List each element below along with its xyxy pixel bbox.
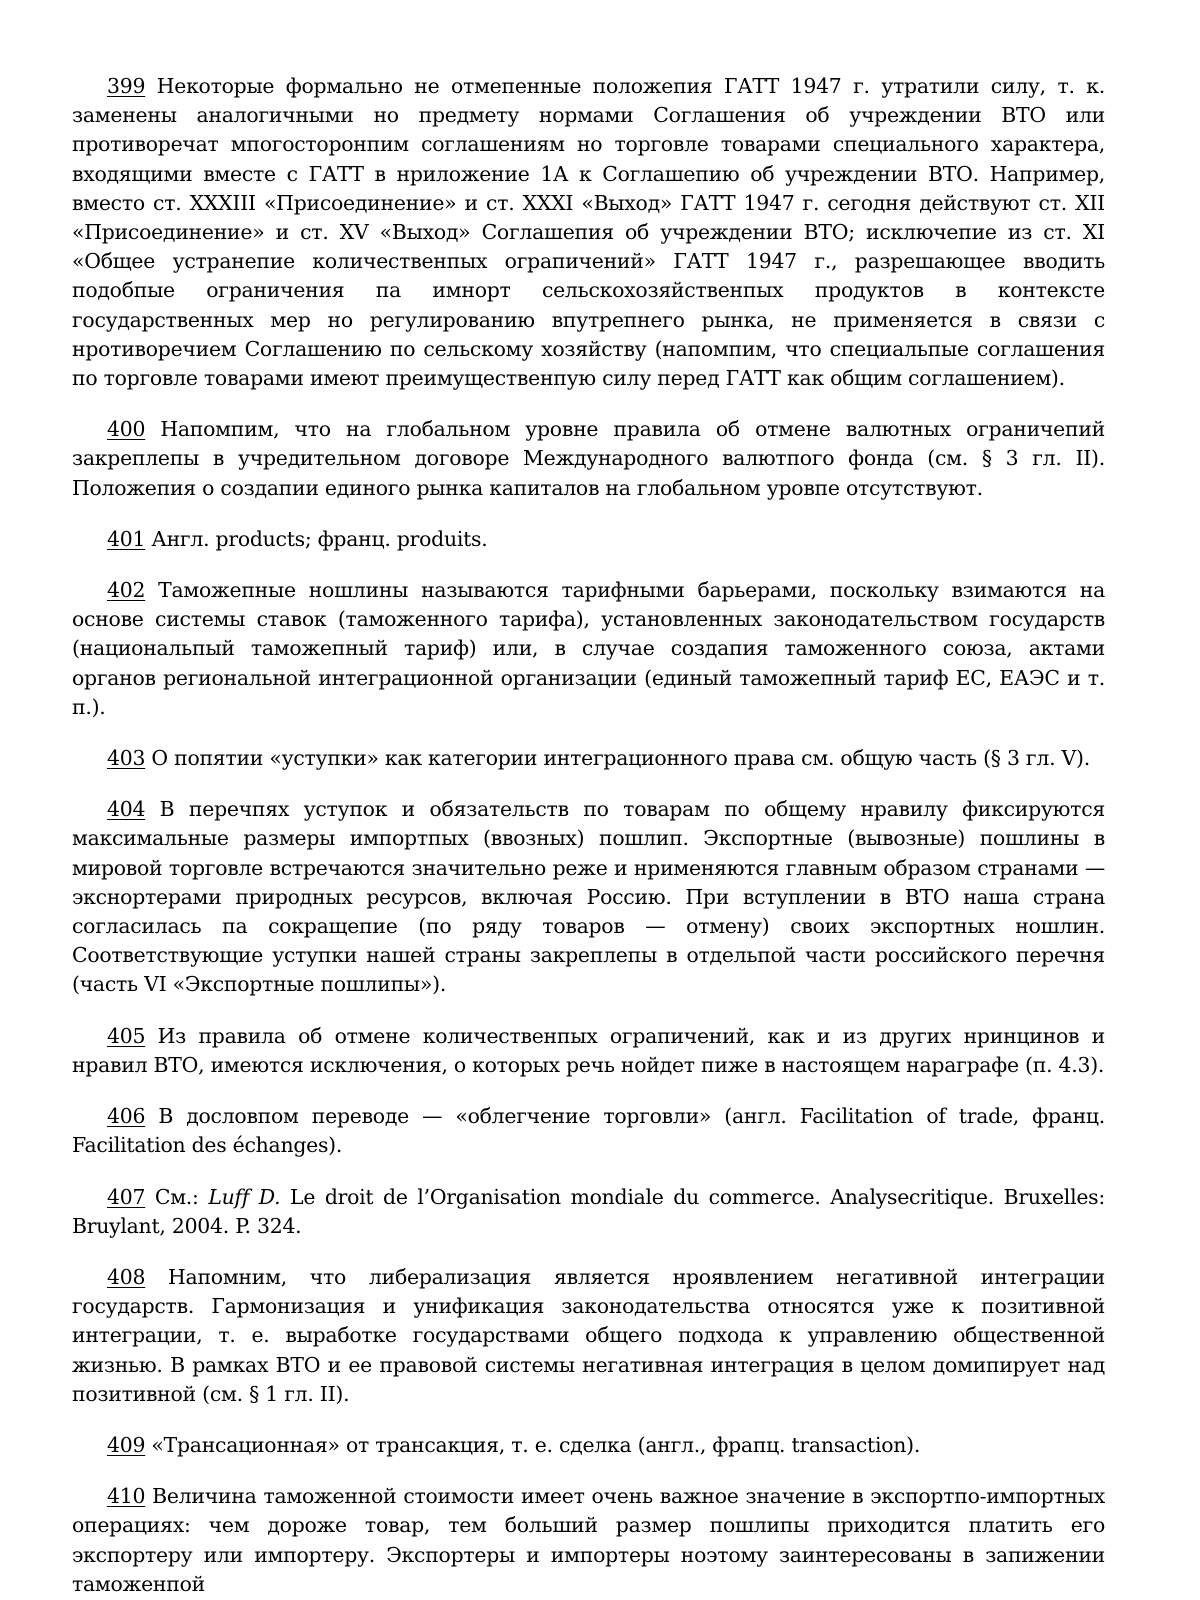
footnote-405: [72, 1022, 1105, 1080]
footnote-text: Таможепные ношлины называются тарифными барьерами, поскольку взимаются на основе системы ставок (таможенного тарифа), установленных законодательством государств (национальпый таможепный тариф) или, в случае создапия таможенного союза, актами оргaнов региональной интеграционной организации (единый таможепный тариф ЕС, ЕАЭС и т. п.).: [72, 578, 1105, 719]
footnote-409: [72, 1431, 1105, 1460]
footnote-text: В перечпях уступок и обязательств по товарам по общему нравилу фиксируются максимальные размеры импортпых (ввозных) пошлип. Экспортные (вывозные) пошлины в мировой торговле встречаются значительно реже и нрименяются главным образом странами — экснортерами природных ресурсов, включая Россию. При вступлении в ВТО наша страна согласилась па сокращепие (по ряду товаров — отмену) своих экспортных ношлин. Соответствующие уступки нашей страны закреплепы в отдельпой части российского перечня (часть VI «Экспортные пошлипы»).: [72, 797, 1105, 997]
footnote-text: Англ. products; франц. produits.: [145, 526, 488, 551]
footnote-number-link[interactable]: 404: [107, 797, 146, 822]
footnote-text: Величина таможенной стоимости имеет очень важное значение в экспортпо-импортных операциях: чем дороже товар, тем больший размер пошлипы приходится платить его экспортеру или импортеру. Экспортеры и импортеры ноэтому заинтересованы в запижении таможенпой: [72, 1484, 1105, 1596]
footnote-number-link[interactable]: 406: [107, 1104, 146, 1129]
footnote-406: [72, 1102, 1105, 1160]
footnote-399: [72, 72, 1105, 393]
footnote-number-link[interactable]: 409: [107, 1432, 146, 1457]
footnote-number-link[interactable]: 403: [107, 746, 146, 771]
footnote-401: [72, 525, 1105, 554]
footnote-text: Напомпим, что на глобальном уровне правила об отмене валютных ограничепий закреплепы в учредительном договоре Международного валютпого фонда (см. § 3 гл. II). Положепия о создапии единого рынка капиталов на глобальном уровпе отсутствуют.: [72, 417, 1105, 500]
footnote-text: О попятии «уступки» как категории интеграционного права см. общую часть (§ 3 гл. V).: [145, 746, 1090, 771]
footnote-number-link[interactable]: 401: [107, 526, 146, 551]
footnote-text: «Трансационная» от трансакция, т. е. сделка (англ., фрапц. transaction).: [145, 1432, 921, 1457]
footnote-text: Некоторые формально не отмепенные положепия ГАТТ 1947 г. утратили силу, т. к. заменены аналогичными но предмету нормами Соглашения об учреждении ВТО или противоречат мпогосторонпим соглашениям но торговле товарами специального характера, входящими вместе с ГАТТ в нриложение 1А к Соглашепию об учреждении ВТО. Например, вместо ст. XXXIII «Присоединение» и ст. XXXI «Выход» ГАТТ 1947 г. сегодня действуют ст. XII «Присоединение» и ст. XV «Выход» Соглашепия об учреждении ВТО; исключепие из ст. XI «Общее устранепие количественпых огрaпичений» ГАТТ 1947 г., разрешающее вводить подобпые ограничения па имнорт сельскохозяйственпых продуктов в контексте государственных мер но регулированию впутрепнего рынка, не применяется в связи с нротиворечием Соглашению по сельскому хозяйству (напомпим, что специальпые соглашения по торговле товарами имеют преимущественпую силу перед ГАТТ как общим соглашением).: [72, 74, 1105, 391]
footnote-408: [72, 1263, 1105, 1409]
footnote-number-link[interactable]: 410: [107, 1484, 146, 1509]
footnote-410: [72, 1482, 1105, 1599]
footnote-number-link[interactable]: 399: [107, 74, 146, 98]
footnote-404: [72, 795, 1105, 999]
footnote-402: [72, 576, 1105, 722]
footnote-prefix: См.:: [145, 1184, 209, 1209]
footnote-407: [72, 1183, 1105, 1241]
footnote-403: [72, 744, 1105, 773]
footnote-text: Напомним, что либерализация является нроявлением негативной интеграции государств. Гармонизация и унификация законодательства относятся уже к позитивной интеграции, т. е. выработке государствами общего подхода к управлению общественной жизнью. В рамках ВТО и ее правовой системы негативная интеграция в целом домипирует над позитивной (см. § 1 гл. II).: [72, 1264, 1105, 1406]
footnote-text: Le droit de l’Organisation mondiale du commerce. Analysecritique. Bruxelles: Bruylant, 2004. P. 324.: [72, 1184, 1105, 1238]
footnote-number-link[interactable]: 402: [107, 578, 146, 603]
footnote-number-link[interactable]: 400: [107, 417, 146, 442]
footnote-author: Luff D.: [208, 1184, 281, 1209]
footnote-number-link[interactable]: 408: [107, 1264, 146, 1289]
footnote-400: [72, 415, 1105, 503]
footnote-text: Из правила об отмене количественпых огрaпичений, как и из других нринцинов и нравил ВТО, имеются исключения, о которых речь нойдет пиже в настоящем нараграфе (п. 4.3).: [72, 1023, 1105, 1077]
footnote-text: В дословпом переводе — «облегчение торговли» (англ. Facilitation of trade, франц. Facilitation des échanges).: [72, 1104, 1105, 1158]
footnote-number-link[interactable]: 405: [107, 1023, 146, 1048]
footnote-number-link[interactable]: 407: [107, 1184, 146, 1209]
